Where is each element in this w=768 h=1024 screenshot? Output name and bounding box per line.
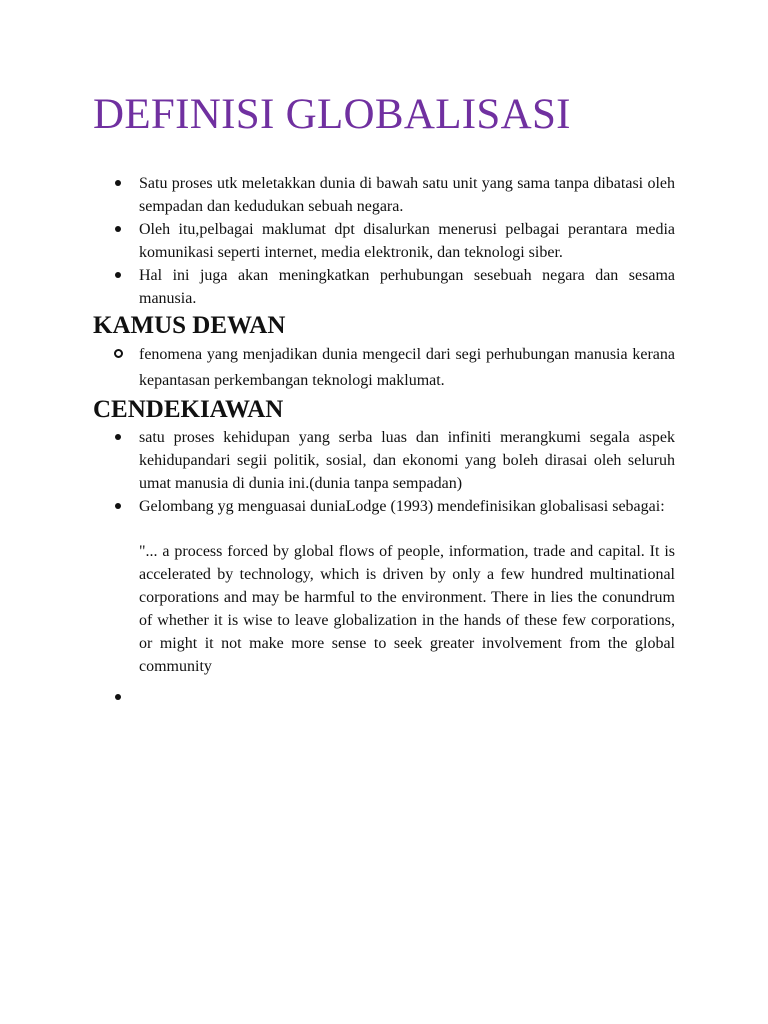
list-item	[93, 495, 675, 678]
list-item-text: Oleh itu,pelbagai maklumat dpt disalurkan menerusi pelbagai perantara media komunikasi seperti internet, media elektronik, dan teknologi siber.	[139, 221, 675, 261]
bullet-icon	[115, 694, 121, 700]
kamus-list	[93, 342, 675, 394]
list-item	[93, 172, 675, 218]
bullet-icon	[115, 272, 121, 278]
intro-list	[93, 172, 675, 310]
list-item-text: Gelombang yg menguasai duniaLodge (1993) mendefinisikan globalisasi sebagai:	[139, 498, 665, 515]
cendekiawan-list	[93, 426, 675, 709]
list-item-text: Satu proses utk meletakkan dunia di bawah satu unit yang sama tanpa dibatasi oleh sempadan dan kedudukan sebuah negara.	[139, 175, 675, 215]
hollow-bullet-icon	[114, 349, 123, 358]
cendekiawan-heading: CENDEKIAWAN	[93, 396, 284, 423]
bullet-icon	[115, 226, 121, 232]
list-item-empty	[93, 686, 675, 709]
list-item-text: fenomena yang menjadikan dunia mengecil dari segi perhubungan manusia kerana kepantasan perkembangan teknologi maklumat.	[139, 346, 675, 389]
list-item-text: Hal ini juga akan meningkatkan perhubungan sesebuah negara dan sesama manusia.	[139, 267, 675, 307]
list-item	[93, 426, 675, 495]
bullet-icon	[115, 503, 121, 509]
list-item	[93, 342, 675, 394]
list-item	[93, 264, 675, 310]
bullet-icon	[115, 180, 121, 186]
page-title: DEFINISI GLOBALISASI	[93, 91, 571, 138]
bullet-icon	[115, 434, 121, 440]
list-item-text	[139, 689, 143, 706]
kamus-dewan-heading: KAMUS DEWAN	[93, 312, 286, 339]
lodge-quote: "... a process forced by global flows of people, information, trade and capital. It is accelerated by technology, which is driven by only a few hundred multinational corporations and may be harmful to the environment. There in lies the conundrum of whether it is wise to leave globalization in the hands of these few corporations, or might it not make more sense to seek greater involvement from the global community	[139, 543, 675, 675]
document-content	[93, 86, 675, 709]
list-item	[93, 218, 675, 264]
list-item-text: satu proses kehidupan yang serba luas dan infiniti merangkumi segala aspek kehidupandari segii politik, sosial, dan ekonomi yang boleh dirasai oleh seluruh umat manusia di dunia ini.(dunia tanpa sempadan)	[139, 429, 675, 492]
